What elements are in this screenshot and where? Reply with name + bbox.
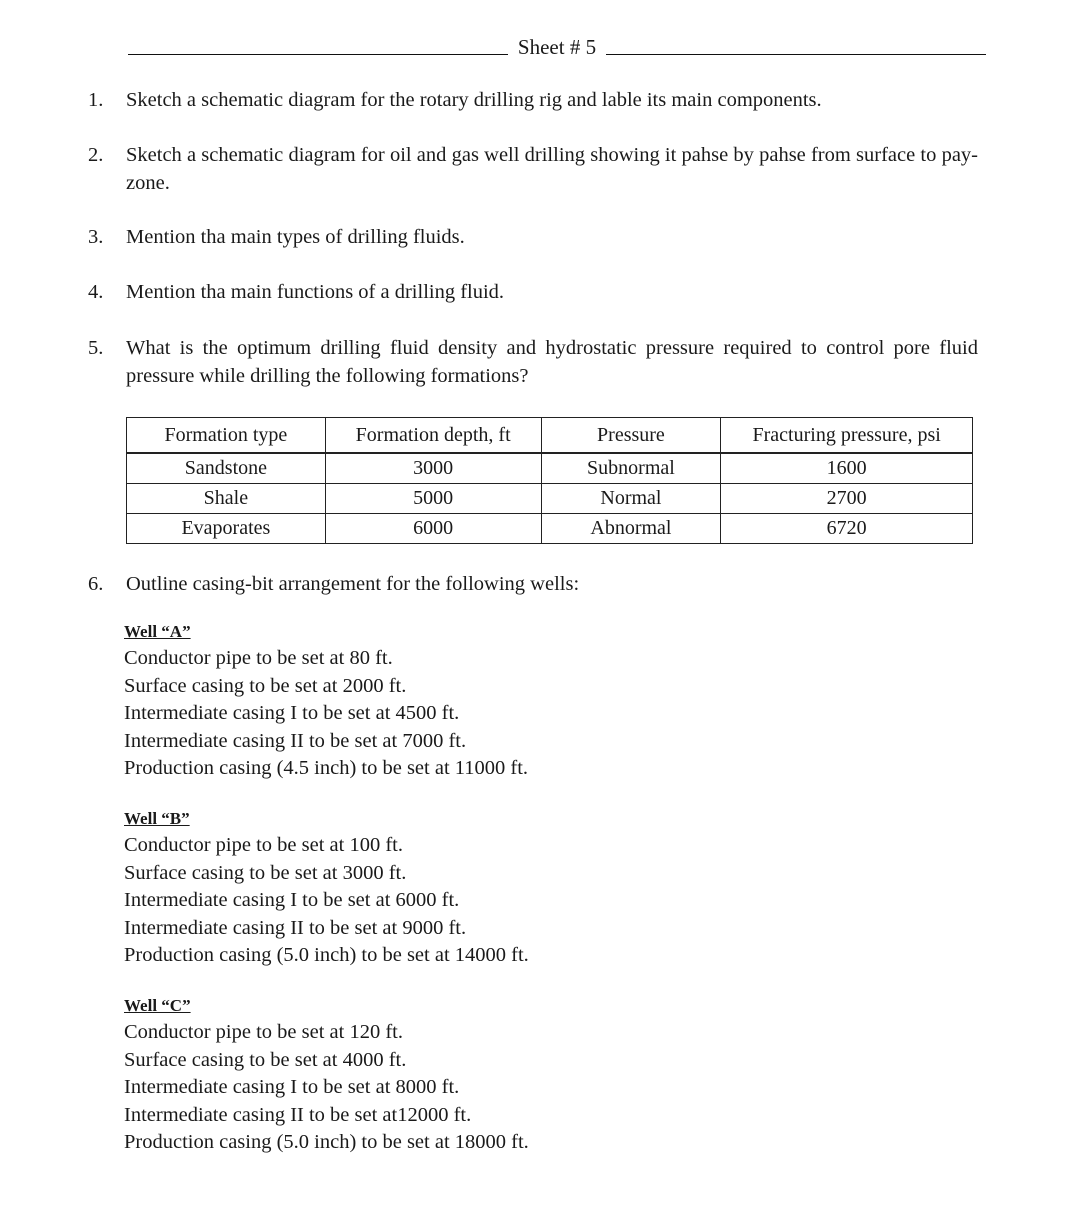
question-text: Sketch a schematic diagram for the rotary drilling rig and lable its main components.	[126, 89, 822, 111]
table-row	[127, 514, 973, 544]
well-line: Intermediate casing I to be set at 8000 ft.	[124, 1076, 460, 1098]
well-line: Conductor pipe to be set at 100 ft.	[124, 834, 403, 856]
question-3	[88, 223, 978, 251]
header-rule-left	[128, 54, 508, 55]
well-line: Production casing (5.0 inch) to be set at 18000 ft.	[124, 1131, 529, 1153]
question-text: Mention tha main types of drilling fluids.	[126, 226, 465, 248]
sheet-header	[128, 30, 986, 58]
well-line: Intermediate casing II to be set at 7000 ft.	[124, 729, 467, 752]
question-number: 3.	[88, 226, 104, 248]
well-title: Well “B”	[124, 809, 190, 828]
column-header: Fracturing pressure, psi	[721, 418, 973, 454]
table-cell: Evaporates	[127, 514, 326, 544]
well-line: Surface casing to be set at 2000 ft.	[124, 674, 407, 697]
formation-table	[126, 417, 973, 544]
column-header: Pressure	[541, 418, 721, 454]
table-cell: Sandstone	[127, 453, 326, 484]
question-4	[88, 278, 978, 306]
table-cell: 1600	[721, 453, 973, 484]
table-cell: Abnormal	[541, 514, 721, 544]
question-number: 1.	[88, 89, 104, 111]
well-line: Production casing (5.0 inch) to be set at 14000 ft.	[124, 944, 529, 966]
question-number: 4.	[88, 281, 104, 303]
well-a-block	[124, 619, 528, 783]
question-6	[88, 570, 978, 598]
table-cell: 2700	[721, 484, 973, 514]
well-line: Conductor pipe to be set at 120 ft.	[124, 1021, 403, 1043]
table-cell: 3000	[325, 453, 541, 484]
table-row	[127, 453, 973, 484]
well-line: Intermediate casing I to be set at 6000 ft.	[124, 889, 460, 911]
table-cell: 5000	[325, 484, 541, 514]
well-line: Conductor pipe to be set at 80 ft.	[124, 647, 393, 669]
table-row	[127, 484, 973, 514]
question-text: What is the optimum drilling fluid density and hydrostatic pressure required to control pore fluid pressure while drilling the following formations?	[126, 337, 978, 387]
column-header: Formation type	[127, 418, 326, 454]
well-c-block	[124, 993, 529, 1157]
table-cell: Shale	[127, 484, 326, 514]
table-cell: Normal	[541, 484, 721, 514]
question-2	[88, 141, 978, 197]
question-number: 2.	[88, 144, 104, 166]
well-b-block	[124, 806, 529, 970]
well-title: Well “A”	[124, 622, 191, 641]
question-5	[88, 334, 978, 390]
header-rule-right	[606, 54, 986, 55]
table-cell: 6720	[721, 514, 973, 544]
table-header-row	[127, 418, 973, 454]
question-number: 6.	[88, 573, 104, 595]
question-number: 5.	[88, 337, 104, 359]
well-line: Surface casing to be set at 4000 ft.	[124, 1048, 407, 1071]
table-cell: Subnormal	[541, 453, 721, 484]
well-title: Well “C”	[124, 996, 191, 1015]
question-text: Outline casing-bit arrangement for the following wells:	[126, 573, 580, 595]
question-text: Sketch a schematic diagram for oil and gas well drilling showing it pahse by pahse from surface to pay-zone.	[126, 144, 978, 194]
question-1	[88, 86, 978, 114]
well-line: Production casing (4.5 inch) to be set at 11000 ft.	[124, 757, 529, 779]
well-line: Intermediate casing I to be set at 4500 ft.	[124, 702, 460, 724]
well-line: Intermediate casing II to be set at 9000 ft.	[124, 916, 467, 939]
well-line: Intermediate casing II to be set at12000 ft.	[124, 1103, 472, 1126]
column-header: Formation depth, ft	[325, 418, 541, 454]
well-line: Surface casing to be set at 3000 ft.	[124, 861, 407, 884]
sheet-title: Sheet # 5	[517, 35, 597, 59]
question-text: Mention tha main functions of a drilling fluid.	[126, 281, 505, 303]
table-cell: 6000	[325, 514, 541, 544]
